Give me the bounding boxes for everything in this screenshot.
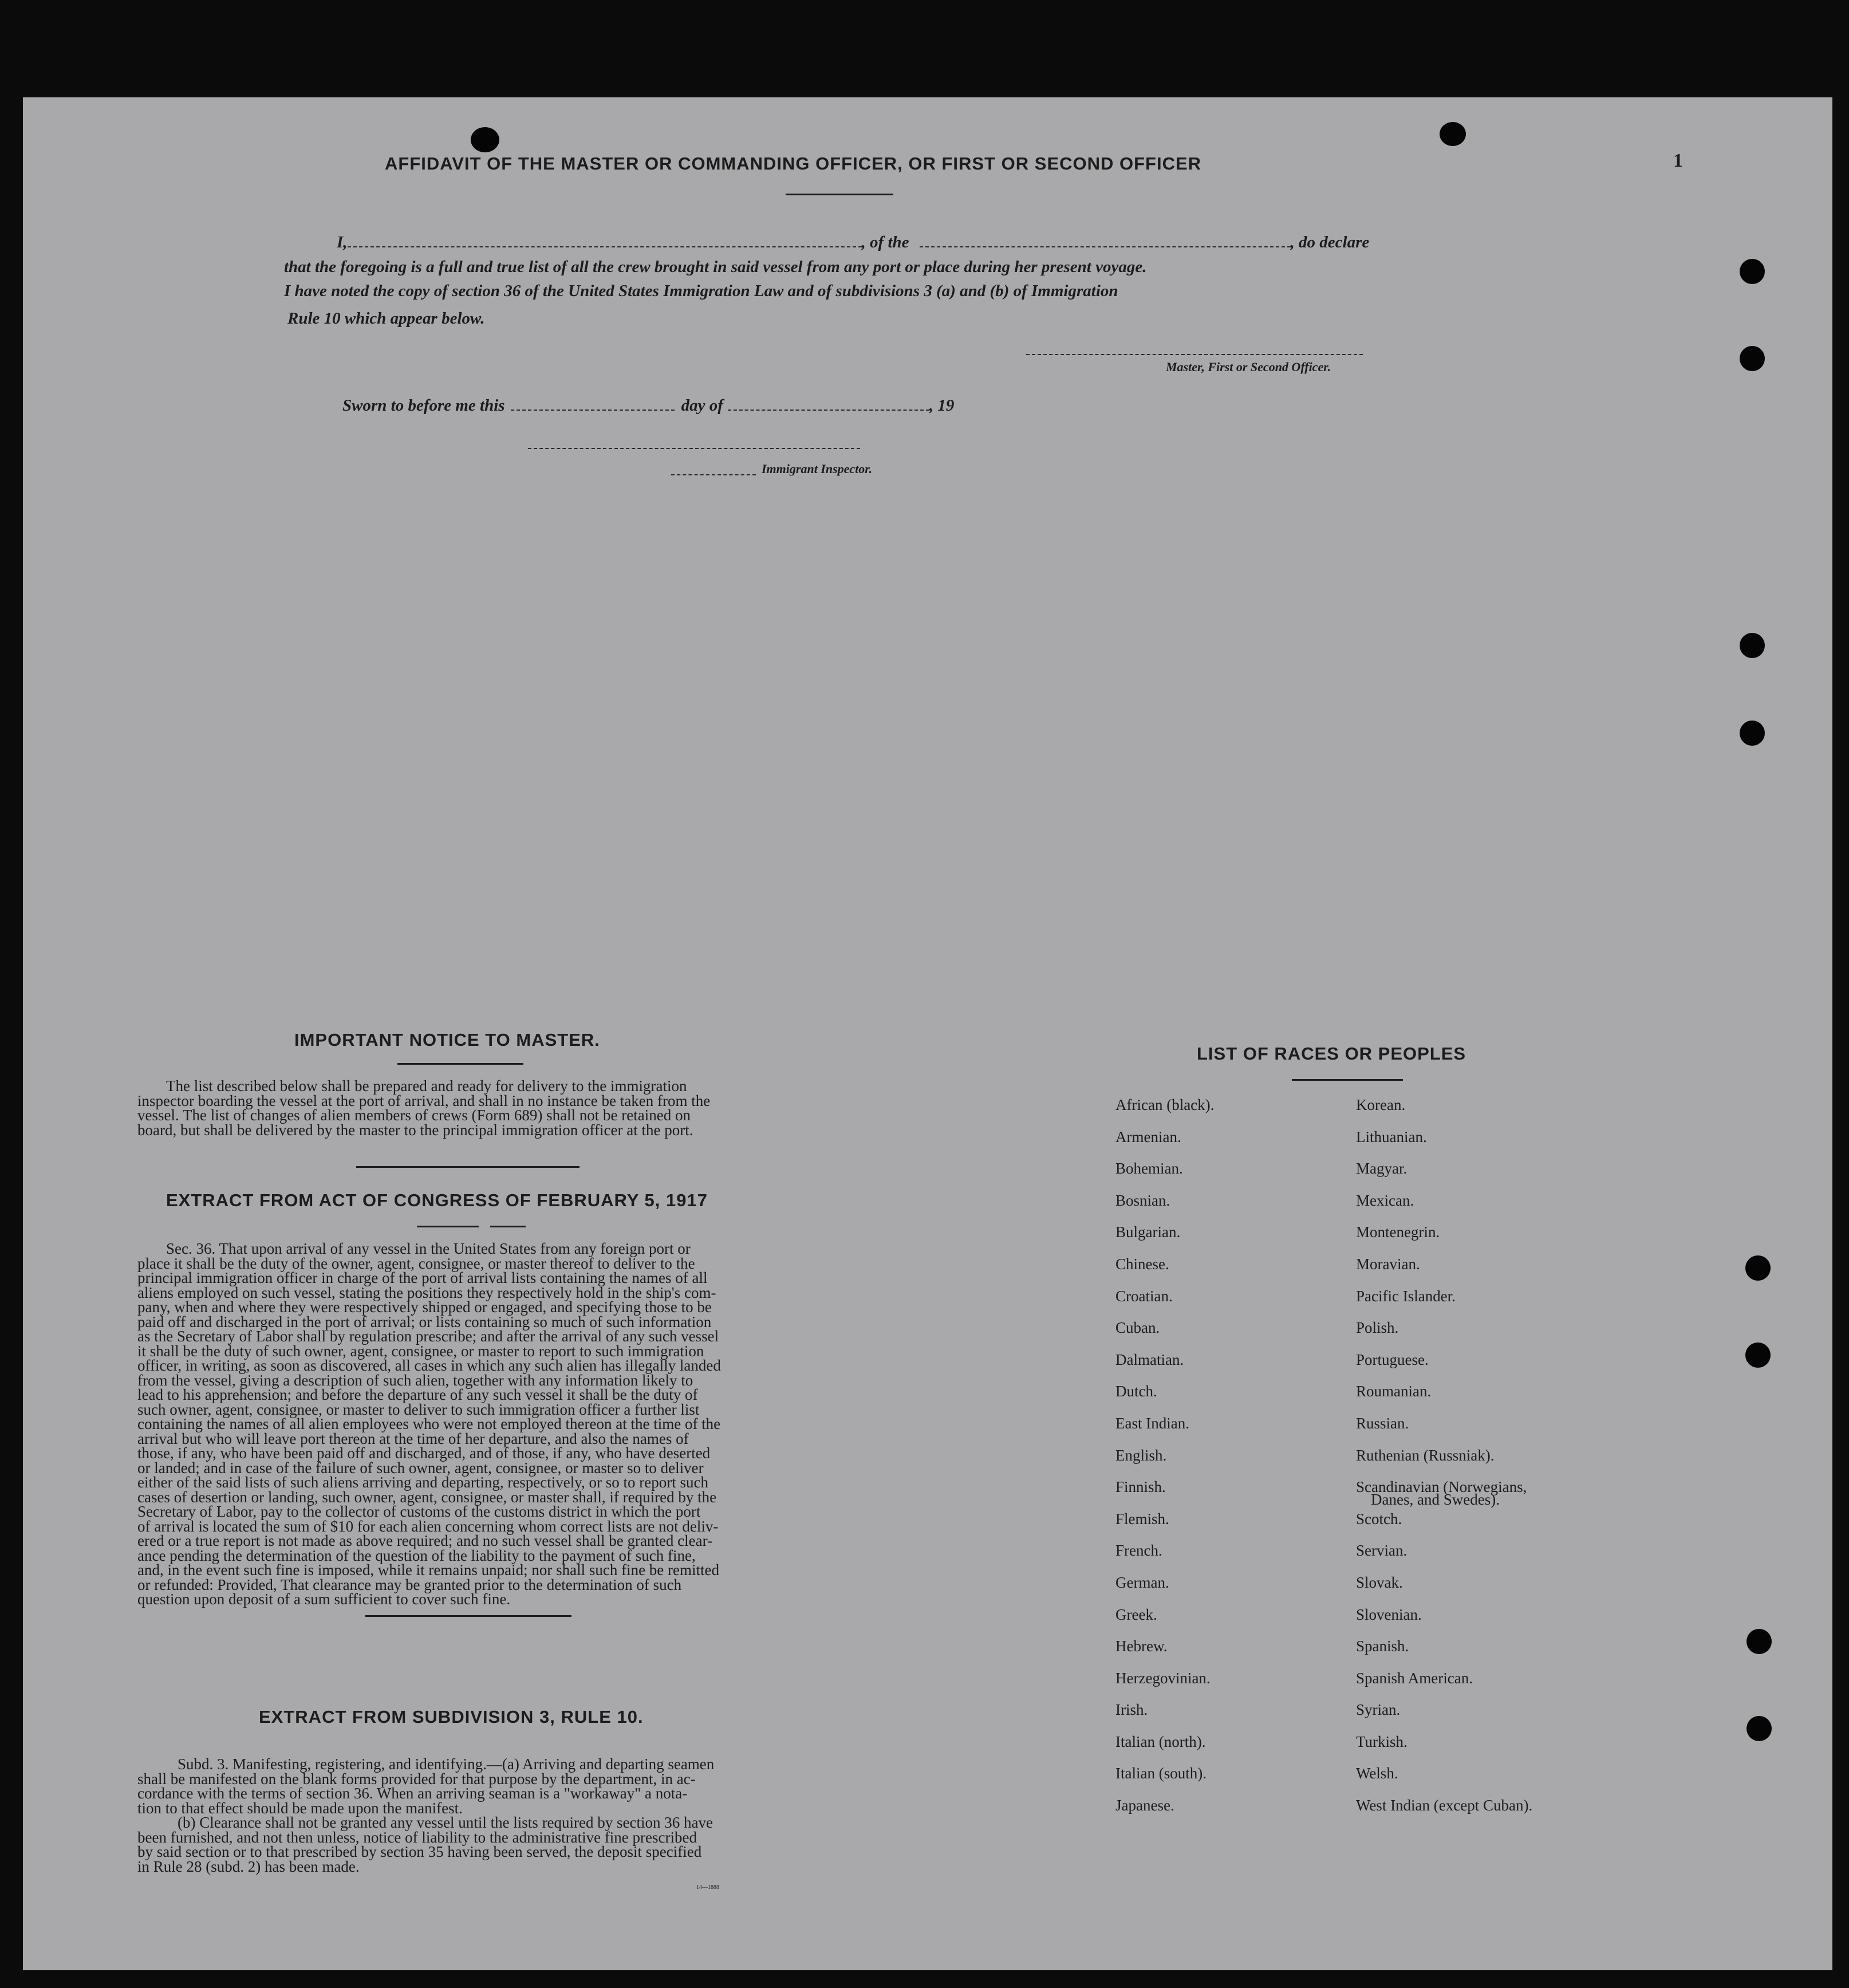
- master-signature-line: [1026, 354, 1363, 355]
- race-item: Spanish American.: [1356, 1669, 1473, 1687]
- sworn-line: [342, 396, 954, 415]
- vessel-blank: [920, 246, 1291, 247]
- notice-line: inspector boarding the vessel at the port of arrival, and shall in no instance be taken from the: [137, 1092, 711, 1109]
- rule-line: in Rule 28 (subd. 2) has been made.: [137, 1857, 360, 1875]
- sworn-day-label: day of: [681, 396, 723, 415]
- binder-hole: [1740, 633, 1765, 658]
- race-item: Slovenian.: [1356, 1605, 1422, 1623]
- affidavit-line-1: [337, 233, 1369, 252]
- race-item: Italian (south).: [1115, 1765, 1207, 1782]
- act-line: Sec. 36. That upon arrival of any vessel in the United States from any foreign port or: [166, 1240, 691, 1257]
- race-item: Croatian.: [1115, 1287, 1173, 1305]
- rule-line: Subd. 3. Manifesting, registering, and identifying.—(a) Arriving and departing seamen: [178, 1755, 715, 1773]
- act-line: containing the names of all alien employees who were not employed thereon at the time of the: [137, 1415, 721, 1432]
- act-line: place it shall be the duty of the owner, agent, consignee, or master thereof to deliver to the: [137, 1254, 695, 1272]
- race-item: Hebrew.: [1115, 1637, 1168, 1655]
- race-item: Mexican.: [1356, 1191, 1414, 1209]
- affidavit-line-2: that the foregoing is a full and true list of all the crew brought in said vessel from any port or place during her present voyage.: [284, 258, 1147, 276]
- act-line: of arrival is located the sum of $10 for each alien concerning whom correct lists are not deliv-: [137, 1517, 719, 1535]
- race-item: Spanish.: [1356, 1637, 1409, 1655]
- race-item: Korean.: [1356, 1096, 1406, 1113]
- act-line: arrival but who will leave port thereon at the time of her departure, and also the names of: [137, 1430, 689, 1447]
- race-item: French.: [1115, 1542, 1162, 1560]
- race-item: Finnish.: [1115, 1478, 1166, 1496]
- notice-text: [137, 1079, 802, 1137]
- act-text: [137, 1242, 802, 1607]
- act-underline-2: [490, 1226, 526, 1227]
- master-signature-label: Master, First or Second Officer.: [1166, 360, 1331, 374]
- rule-line: by said section or to that prescribed by section 35 having been served, the deposit specified: [137, 1843, 702, 1860]
- act-line: question upon deposit of a sum sufficient to cover such fine.: [137, 1591, 511, 1608]
- name-blank: [348, 246, 862, 247]
- race-item: Dutch.: [1115, 1383, 1157, 1400]
- race-item: Dalmatian.: [1115, 1351, 1184, 1368]
- act-underline-1: [417, 1226, 479, 1227]
- binder-hole: [1745, 1255, 1771, 1281]
- act-line: from the vessel, giving a description of such alien, together with any information likely to: [137, 1371, 693, 1389]
- rule-line: (b) Clearance shall not be granted any vessel until the lists required by section 36 have: [178, 1814, 713, 1831]
- race-item: Greek.: [1115, 1605, 1157, 1623]
- race-item: Cuban.: [1115, 1319, 1160, 1337]
- race-item: Scotch.: [1356, 1510, 1402, 1528]
- sworn-year-label: , 19: [929, 396, 955, 415]
- inspector-label: Immigrant Inspector.: [762, 462, 873, 476]
- binder-hole: [1747, 1629, 1772, 1654]
- race-item: Montenegrin.: [1356, 1223, 1440, 1241]
- race-item: Slovak.: [1356, 1573, 1403, 1591]
- race-item: Pacific Islander.: [1356, 1287, 1456, 1305]
- act-line: cases of desertion or landing, such owner, agent, consignee, or master shall, if required by the: [137, 1488, 717, 1506]
- race-item: Russian.: [1356, 1414, 1409, 1432]
- race-item: Portuguese.: [1356, 1351, 1429, 1368]
- rule-line: cordance with the terms of section 36. When an arriving seaman is a "workaway" a nota-: [137, 1785, 688, 1802]
- affidavit-declare-label: , do declare: [1290, 233, 1370, 251]
- race-item: Herzegovinian.: [1115, 1669, 1211, 1687]
- binder-hole: [1740, 721, 1765, 746]
- notice-line: The list described below shall be prepared and ready for delivery to the immigration: [166, 1077, 687, 1095]
- affidavit-line-3: I have noted the copy of section 36 of the United States Immigration Law and of subdivisions 3 (a) and (b) of Immigration: [284, 282, 1118, 300]
- binder-hole: [1745, 1343, 1771, 1368]
- affidavit-of-the-label: , of the: [861, 233, 909, 251]
- binder-hole: [1740, 346, 1765, 371]
- affidavit-title: AFFIDAVIT OF THE MASTER OR COMMANDING OFFICER, OR FIRST OR SECOND OFFICER: [385, 153, 1202, 174]
- act-line: such owner, agent, consignee, or master to deliver to such immigration officer a further list: [137, 1400, 700, 1418]
- race-item: Magyar.: [1356, 1160, 1408, 1178]
- title-underline: [786, 194, 893, 195]
- act-line: as the Secretary of Labor shall by regulation prescribe; and after the arrival of any such vessel: [137, 1328, 719, 1345]
- act-title: EXTRACT FROM ACT OF CONGRESS OF FEBRUARY 5, 1917: [166, 1190, 708, 1210]
- form-number: 14—1888: [696, 1884, 719, 1891]
- races-left-column: [1115, 1096, 1214, 1829]
- section-divider: [356, 1166, 579, 1168]
- section-divider: [365, 1615, 571, 1617]
- inspector-signature-line: [528, 448, 860, 449]
- race-item: Ruthenian (Russniak).: [1356, 1446, 1495, 1464]
- act-line: lead to his apprehension; and before the departure of any such vessel it shall be the duty of: [137, 1386, 698, 1403]
- race-item: Italian (north).: [1115, 1733, 1206, 1750]
- act-line: officer, in writing, as soon as discovered, all cases in which any such alien has illegally landed: [137, 1357, 721, 1374]
- races-right-column: [1356, 1096, 1532, 1829]
- binder-hole: [1740, 259, 1765, 284]
- race-item: Flemish.: [1115, 1510, 1169, 1528]
- race-item: Welsh.: [1356, 1765, 1398, 1782]
- race-item: African (black).: [1115, 1096, 1215, 1113]
- inspector-dash: [671, 474, 756, 475]
- binder-hole: [1747, 1716, 1772, 1741]
- race-item: Bosnian.: [1115, 1191, 1170, 1209]
- sworn-prefix: Sworn to before me this: [342, 396, 505, 415]
- race-item-continuation: Danes, and Swedes).: [1371, 1491, 1500, 1509]
- punch-hole-top-right: [1440, 122, 1466, 146]
- notice-title: IMPORTANT NOTICE TO MASTER.: [294, 1030, 600, 1050]
- month-blank: [728, 409, 929, 411]
- race-item: Chinese.: [1115, 1255, 1169, 1273]
- punch-hole-top-left: [471, 127, 499, 152]
- act-line: Secretary of Labor, pay to the collector of customs of the customs district in which the port: [137, 1503, 701, 1520]
- race-item: Lithuanian.: [1356, 1128, 1427, 1145]
- race-item: Servian.: [1356, 1542, 1408, 1560]
- race-item: German.: [1115, 1573, 1169, 1591]
- act-line: and, in the event such fine is imposed, while it remains unpaid; nor shall such fine be remitted: [137, 1561, 720, 1578]
- day-blank: [511, 409, 675, 411]
- act-line: or landed; and in case of the failure of such owner, agent, consignee, or master so to deliver: [137, 1459, 704, 1477]
- act-line: either of the said lists of such aliens arriving and departing, respectively, or so to report such: [137, 1474, 708, 1491]
- race-item: Turkish.: [1356, 1733, 1408, 1750]
- affidavit-line-4: Rule 10 which appear below.: [287, 309, 485, 328]
- race-item: Roumanian.: [1356, 1383, 1432, 1400]
- rule-text: [137, 1757, 813, 1874]
- rule-title: EXTRACT FROM SUBDIVISION 3, RULE 10.: [259, 1707, 644, 1727]
- act-line: pany, when and where they were respectively shipped or engaged, and specifying those to be: [137, 1298, 712, 1316]
- race-item: Syrian.: [1356, 1701, 1401, 1719]
- notice-line: board, but shall be delivered by the master to the principal immigration officer at the port.: [137, 1121, 693, 1139]
- race-item-multiline: [1356, 1478, 1532, 1510]
- notice-line: vessel. The list of changes of alien members of crews (Form 689) shall not be retained on: [137, 1107, 691, 1124]
- race-item: West Indian (except Cuban).: [1356, 1797, 1533, 1814]
- act-line: paid off and discharged in the port of arrival; or lists containing so much of such information: [137, 1313, 712, 1330]
- race-item: Moravian.: [1356, 1255, 1420, 1273]
- races-underline: [1292, 1079, 1403, 1081]
- act-line: ered or a true report is not made as above required; and no such vessel shall be granted clear-: [137, 1532, 713, 1549]
- act-line: it shall be the duty of such owner, agent, consignee, or master to report to such immigration: [137, 1342, 704, 1360]
- race-item: Irish.: [1115, 1701, 1148, 1719]
- race-item: East Indian.: [1115, 1414, 1189, 1432]
- race-item: Bohemian.: [1115, 1160, 1183, 1178]
- act-line: ance pending the determination of the question of the liability to the payment of such fine,: [137, 1546, 696, 1564]
- notice-underline: [397, 1063, 523, 1065]
- race-item: Japanese.: [1115, 1797, 1174, 1814]
- race-item: Scandinavian (Norwegians,: [1356, 1478, 1527, 1496]
- rule-line: been furnished, and not then unless, notice of liability to the administrative fine prescribed: [137, 1828, 697, 1846]
- race-item: English.: [1115, 1446, 1167, 1464]
- rule-line: tion to that effect should be made upon the manifest.: [137, 1799, 463, 1817]
- rule-line: shall be manifested on the blank forms provided for that purpose by the department, in ac-: [137, 1770, 696, 1788]
- act-line: principal immigration officer in charge of the port of arrival lists containing the names of all: [137, 1269, 708, 1286]
- act-line: or refunded: Provided, That clearance may be granted prior to the determination of such: [137, 1576, 682, 1593]
- act-line: aliens employed on such vessel, stating the positions they respectively hold in the ship's com-: [137, 1284, 716, 1301]
- races-title: LIST OF RACES OR PEOPLES: [1197, 1044, 1466, 1064]
- corner-mark: 1: [1673, 150, 1683, 171]
- race-item: Bulgarian.: [1115, 1223, 1181, 1241]
- race-item: Polish.: [1356, 1319, 1399, 1337]
- act-line: those, if any, who have been paid off and discharged, and of those, if any, who have deserted: [137, 1444, 711, 1462]
- affidavit-i-label: I,: [337, 233, 348, 251]
- race-item: Armenian.: [1115, 1128, 1181, 1145]
